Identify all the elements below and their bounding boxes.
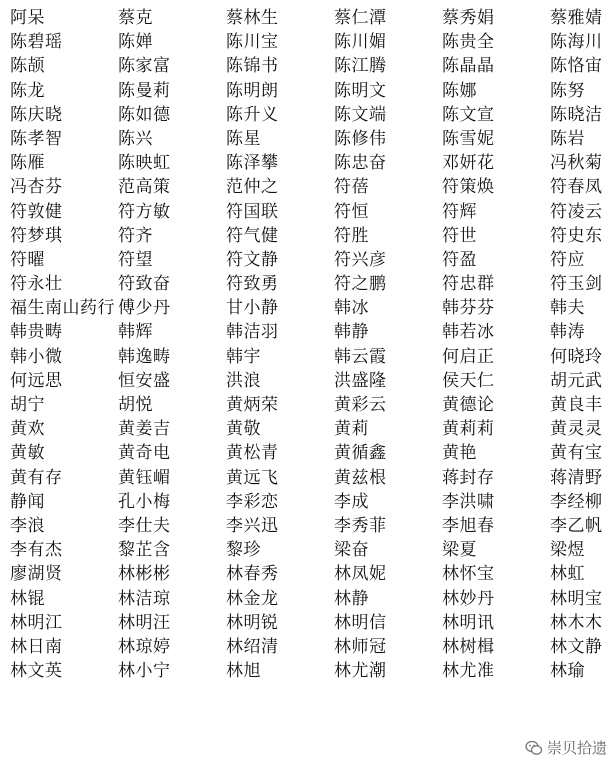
name-cell: 陈曼莉: [118, 80, 171, 101]
name-cell: 韩贵畴: [10, 322, 63, 343]
name-cell: 陈晶晶: [442, 56, 495, 77]
name-cell: 黄兹根: [334, 467, 387, 488]
name-cell: 韩冰: [334, 298, 369, 319]
name-cell: 林彬彬: [118, 564, 171, 585]
name-cell: 黄德论: [442, 395, 495, 415]
watermark: [525, 737, 607, 758]
name-cell: 韩小微: [10, 346, 63, 367]
name-cell: 林洁琼: [118, 588, 171, 609]
name-cell: 韩逸畴: [118, 346, 171, 367]
name-cell: 蔡秀娟: [442, 8, 495, 28]
name-cell: 福生南山药行: [10, 298, 115, 319]
name-cell: 符恒: [334, 201, 369, 222]
name-cell: 符方敏: [118, 201, 171, 222]
name-cell: 洪浪: [226, 370, 261, 391]
name-cell: 黄松青: [226, 443, 279, 464]
name-cell: 林凤妮: [334, 564, 387, 585]
name-cell: 符曜: [10, 249, 45, 270]
name-cell: 林锟: [10, 588, 45, 609]
name-cell: 廖湖贤: [10, 564, 63, 585]
name-cell: 陈江腾: [334, 56, 387, 77]
name-cell: 陈颉: [10, 56, 45, 77]
name-cell: 符敦健: [10, 201, 63, 222]
name-cell: 林明江: [10, 612, 63, 633]
name-cell: 李浪: [10, 515, 45, 536]
name-cell: 蒋封存: [442, 467, 495, 488]
name-cell: 符齐: [118, 225, 153, 246]
name-cell: 蔡克: [118, 8, 153, 28]
name-cell: 韩辉: [118, 322, 153, 343]
wechat-icon: [525, 740, 543, 756]
name-cell: 符蓓: [334, 177, 369, 198]
name-cell: 李有杰: [10, 540, 63, 561]
name-cell: 傅少丹: [118, 298, 171, 319]
name-cell: 邓妍花: [442, 153, 495, 174]
name-cell: 黄奇电: [118, 443, 171, 464]
name-cell: 李旭春: [442, 515, 495, 536]
name-cell: 陈海川: [550, 32, 603, 53]
name-cell: 黄姜吉: [118, 419, 171, 440]
name-cell: 蔡雅婧: [550, 8, 603, 28]
name-cell: 孔小梅: [118, 491, 171, 512]
name-cell: 李兴迅: [226, 515, 279, 536]
name-cell: 陈修伟: [334, 128, 387, 149]
name-cell: 林明汪: [118, 612, 171, 633]
name-cell: 林明信: [334, 612, 387, 633]
name-cell: 韩涛: [550, 322, 585, 343]
name-cell: 林小宁: [118, 661, 171, 682]
name-cell: 何远思: [10, 370, 63, 391]
name-cell: 符永壮: [10, 274, 63, 295]
name-cell: 韩云霞: [334, 346, 387, 367]
name-cell: 符辉: [442, 201, 477, 222]
name-cell: 符兴彦: [334, 249, 387, 270]
name-cell: 冯杏芬: [10, 177, 63, 198]
name-cell: 黄敏: [10, 443, 45, 464]
name-cell: 侯天仁: [442, 370, 495, 391]
names-grid: [10, 6, 610, 683]
name-cell: 蔡林生: [226, 8, 279, 28]
name-cell: 梁煜: [550, 540, 585, 561]
name-cell: 韩若冰: [442, 322, 495, 343]
name-cell: 黄敬: [226, 419, 261, 440]
name-cell: 陈贵全: [442, 32, 495, 53]
name-cell: 林旭: [226, 661, 261, 682]
name-cell: 陈雁: [10, 153, 45, 174]
name-cell: 韩宇: [226, 346, 261, 367]
name-cell: 韩夫: [550, 298, 585, 319]
name-cell: 何晓玲: [550, 346, 603, 367]
name-cell: 符世: [442, 225, 477, 246]
name-cell: 符胜: [334, 225, 369, 246]
name-cell: 符春凤: [550, 177, 603, 198]
name-cell: 陈龙: [10, 80, 45, 101]
name-cell: 黄彩云: [334, 395, 387, 415]
name-cell: 李成: [334, 491, 369, 512]
name-cell: 黄有宝: [550, 443, 603, 464]
name-cell: 林尤准: [442, 661, 495, 682]
name-cell: 黄钰嵋: [118, 467, 171, 488]
name-cell: 陈忠奋: [334, 153, 387, 174]
name-cell: 陈婵: [118, 32, 153, 53]
name-cell: 林虹: [550, 564, 585, 585]
name-cell: 符史东: [550, 225, 603, 246]
name-cell: 陈明文: [334, 80, 387, 101]
name-cell: 陈娜: [442, 80, 477, 101]
name-cell: 恒安盛: [118, 370, 171, 391]
name-cell: 梁奋: [334, 540, 369, 561]
name-cell: 阿呆: [10, 8, 45, 28]
name-cell: 陈川宝: [226, 32, 279, 53]
name-cell: 蒋清野: [550, 467, 603, 488]
name-cell: 林妙丹: [442, 588, 495, 609]
name-cell: 洪盛隆: [334, 370, 387, 391]
name-cell: 黄灵灵: [550, 419, 603, 440]
name-cell: 林明讯: [442, 612, 495, 633]
name-cell: 符应: [550, 249, 585, 270]
name-cell: 陈泽攀: [226, 153, 279, 174]
name-cell: 黄远飞: [226, 467, 279, 488]
name-cell: 符玉剑: [550, 274, 603, 295]
name-cell: 黄欢: [10, 419, 45, 440]
name-cell: 林静: [334, 588, 369, 609]
name-cell: 林尤潮: [334, 661, 387, 682]
name-cell: 符梦琪: [10, 225, 63, 246]
name-cell: 黄有存: [10, 467, 63, 488]
name-cell: 静闻: [10, 491, 45, 512]
name-cell: 林绍清: [226, 636, 279, 657]
name-cell: 林瑜: [550, 661, 585, 682]
name-cell: 符盈: [442, 249, 477, 270]
name-cell: 陈兴: [118, 128, 153, 149]
name-cell: 黄循鑫: [334, 443, 387, 464]
name-cell: 韩芬芬: [442, 298, 495, 319]
name-cell: 胡宁: [10, 395, 45, 415]
name-cell: 林琼婷: [118, 636, 171, 657]
name-cell: 冯秋菊: [550, 153, 603, 174]
name-cell: 符凌云: [550, 201, 603, 222]
name-cell: 陈升义: [226, 104, 279, 125]
name-cell: 黄莉: [334, 419, 369, 440]
name-cell: 符策焕: [442, 177, 495, 198]
name-cell: 林文英: [10, 661, 63, 682]
name-cell: 李经柳: [550, 491, 603, 512]
name-cell: 符忠群: [442, 274, 495, 295]
name-cell: 范仲之: [226, 177, 279, 198]
name-cell: 韩静: [334, 322, 369, 343]
name-cell: 韩洁羽: [226, 322, 279, 343]
name-cell: 林文静: [550, 636, 603, 657]
name-cell: 陈家富: [118, 56, 171, 77]
name-cell: 陈文宣: [442, 104, 495, 125]
name-cell: 胡元武: [550, 370, 603, 391]
name-cell: 林怀宝: [442, 564, 495, 585]
name-cell: 蔡仁潭: [334, 8, 387, 28]
name-cell: 符之鹏: [334, 274, 387, 295]
name-cell: 黎芷含: [118, 540, 171, 561]
name-cell: 李彩恋: [226, 491, 279, 512]
name-cell: 符国联: [226, 201, 279, 222]
name-cell: 林木木: [550, 612, 603, 633]
name-cell: 符望: [118, 249, 153, 270]
name-cell: 李乙帆: [550, 515, 603, 536]
name-cell: 陈锦书: [226, 56, 279, 77]
name-cell: 黄莉莉: [442, 419, 495, 440]
name-cell: 梁夏: [442, 540, 477, 561]
name-cell: 李秀菲: [334, 515, 387, 536]
name-cell: 黎珍: [226, 540, 261, 561]
name-cell: 林明锐: [226, 612, 279, 633]
name-cell: 陈努: [550, 80, 585, 101]
name-cell: 林树楫: [442, 636, 495, 657]
name-cell: 林明宝: [550, 588, 603, 609]
name-cell: 陈映虹: [118, 153, 171, 174]
name-cell: 黄炳荣: [226, 395, 279, 415]
name-cell: 陈碧瑶: [10, 32, 63, 53]
name-cell: 符致奋: [118, 274, 171, 295]
name-cell: 李洪啸: [442, 491, 495, 512]
name-cell: 林春秀: [226, 564, 279, 585]
name-cell: 陈明朗: [226, 80, 279, 101]
name-cell: 陈孝智: [10, 128, 63, 149]
name-cell: 陈雪妮: [442, 128, 495, 149]
name-cell: 陈川媚: [334, 32, 387, 53]
name-cell: 陈星: [226, 128, 261, 149]
name-cell: 陈岩: [550, 128, 585, 149]
name-cell: 符气健: [226, 225, 279, 246]
name-cell: 符文静: [226, 249, 279, 270]
name-cell: 陈文端: [334, 104, 387, 125]
name-cell: 符致勇: [226, 274, 279, 295]
watermark-text: 崇贝拾遗: [546, 739, 607, 757]
name-cell: 陈庆晓: [10, 104, 63, 125]
name-cell: 何启正: [442, 346, 495, 367]
name-cell: 林日南: [10, 636, 63, 657]
name-cell: 黄良丰: [550, 395, 603, 415]
name-cell: 李仕夫: [118, 515, 171, 536]
name-cell: 陈晓洁: [550, 104, 603, 125]
name-cell: 陈恪宙: [550, 56, 603, 77]
name-cell: 胡悦: [118, 395, 153, 415]
name-cell: 林金龙: [226, 588, 279, 609]
name-cell: 甘小静: [226, 298, 279, 319]
name-cell: 陈如德: [118, 104, 171, 125]
name-cell: 黄艳: [442, 443, 477, 464]
name-cell: 范高策: [118, 177, 171, 198]
name-cell: 林师冠: [334, 636, 387, 657]
